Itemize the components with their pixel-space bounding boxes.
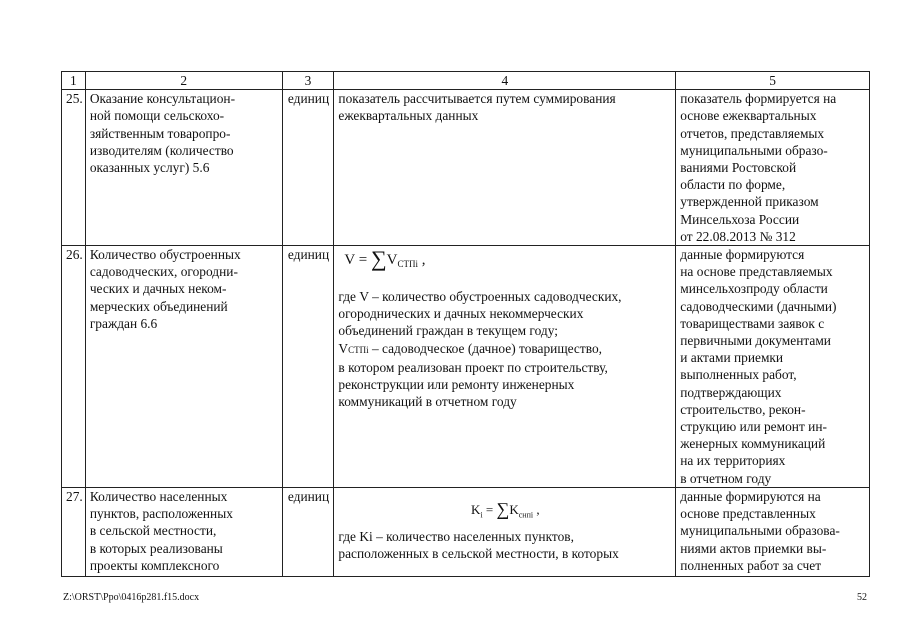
text-line: отчетов, представляемых (680, 125, 825, 141)
text-line: изводителям (количество (89, 142, 234, 158)
text-line: огороднических и дачных некоммерческих (338, 306, 584, 322)
text-line: реконструкции или ремонту инженерных (338, 377, 575, 393)
header-col-5: 5 (676, 72, 870, 90)
text-line: ваниями Ростовской (680, 160, 797, 176)
text-line: муниципальными образова- (680, 523, 840, 539)
formula-lhs: K (471, 502, 481, 518)
variable-symbol: V (338, 340, 349, 356)
text-line: Оказание консультацион- (89, 91, 236, 107)
indicator-name (85, 90, 282, 246)
row-number: 26. (62, 246, 86, 488)
formula-comma: , (421, 252, 426, 269)
text-line: Минсельхоза России (680, 211, 800, 227)
text-line: первичными документами (680, 333, 831, 349)
indicator-name (85, 246, 282, 488)
text-line: зяйственным товаропро- (89, 125, 231, 141)
text-line: основе представленных (680, 506, 816, 522)
formula-v (338, 246, 672, 288)
text-line: садоводческих, огородни- (89, 264, 238, 280)
table-row-25 (62, 90, 870, 246)
text-line: в котором реализован проект по строительству, (338, 359, 608, 375)
formula-k (338, 488, 672, 528)
data-source (676, 90, 870, 246)
text-line: утвержденной приказом (680, 194, 819, 210)
formula-equals: = (485, 502, 494, 518)
unit-cell: единиц (282, 90, 334, 246)
text-line: расположенных в сельской местности, в которых (338, 546, 619, 562)
footer-file-path: Z:\ORST\Ppo\0416p281.f15.docx (63, 592, 200, 603)
sum-symbol: ∑ (370, 246, 387, 272)
text-line: в которых реализованы (89, 540, 223, 556)
row-number: 27. (62, 488, 86, 577)
text-line: и актами приемки (680, 350, 784, 366)
formula-lhs: V (344, 252, 355, 269)
text-line: мерческих объединений (89, 298, 228, 314)
text-line: показатель рассчитывается путем суммирования (338, 91, 616, 107)
data-source (676, 246, 870, 488)
text-line: в сельской местности, (89, 523, 217, 539)
text-line: товариществами заявок с (680, 315, 825, 331)
formula-lhs-subscript: i (480, 510, 483, 520)
header-col-2: 2 (85, 72, 282, 90)
footer-page-number: 52 (857, 592, 867, 603)
header-col-1: 1 (62, 72, 86, 90)
text-line: оказанных услуг) 5.6 (89, 160, 210, 176)
indicator-name (85, 488, 282, 577)
text-line: Количество обустроенных (89, 247, 241, 263)
text-line: Количество населенных (89, 489, 228, 505)
text-line: ной помощи сельскохо- (89, 108, 225, 124)
text-line: от 22.08.2013 № 312 (680, 228, 796, 244)
text-line: пунктов, расположенных (89, 506, 233, 522)
calculation-method (334, 90, 676, 246)
text-line: минсельхозпроду области (680, 281, 828, 297)
header-row (62, 72, 870, 90)
calculation-method (334, 488, 676, 577)
text-line: ежеквартальных данных (338, 108, 479, 124)
text-line: муниципальными образо- (680, 142, 828, 158)
data-source (676, 488, 870, 577)
calculation-method (334, 246, 676, 488)
header-col-3: 3 (282, 72, 334, 90)
row-number: 25. (62, 90, 86, 246)
text-line: области по форме, (680, 177, 786, 193)
variable-description: – садоводческое (дачное) товарищество, (368, 340, 602, 356)
text-line: полненных работ за счет (680, 557, 822, 573)
sum-symbol: ∑ (496, 499, 510, 520)
text-line: выполненных работ, (680, 367, 797, 383)
formula-equals: = (358, 252, 368, 269)
formula-subscript: снпi (518, 510, 534, 520)
text-line: коммуникаций в отчетном году (338, 394, 517, 410)
text-line: где V – количество обустроенных садоводческих, (338, 289, 622, 305)
unit-cell: единиц (282, 246, 334, 488)
text-line: показатель формируется на (680, 91, 837, 107)
text-line: граждан 6.6 (89, 315, 158, 331)
formula-variable: V (386, 252, 398, 269)
text-line: проекты комплексного (89, 557, 220, 573)
formula-subscript: СТПi (397, 259, 418, 270)
indicator-table (61, 71, 870, 577)
text-line: на их территориях (680, 453, 786, 469)
text-line: на основе представляемых (680, 264, 833, 280)
text-line: основе ежеквартальных (680, 108, 817, 124)
table-row-27 (62, 488, 870, 577)
text-line: ниями актов приемки вы- (680, 540, 827, 556)
variable-subscript: СТПi (348, 344, 369, 355)
text-line: данные формируются на (680, 489, 821, 505)
text-line: данные формируются (680, 247, 805, 263)
header-col-4: 4 (334, 72, 676, 90)
unit-cell: единиц (282, 488, 334, 577)
text-line: подтверждающих (680, 384, 782, 400)
text-line: в отчетном году (680, 470, 772, 486)
text-line: струкцию или ремонт ин- (680, 419, 827, 435)
text-line: объединений граждан в текущем году; (338, 323, 558, 339)
formula-comma: , (536, 502, 540, 518)
text-line: строительство, рекон- (680, 401, 806, 417)
variable-definition (338, 340, 672, 359)
formula-variable: K (509, 502, 519, 518)
text-line: женерных коммуникаций (680, 436, 826, 452)
text-line: где Ki – количество населенных пунктов, (338, 529, 574, 545)
text-line: садоводческими (дачными) (680, 298, 837, 314)
text-line: ческих и дачных неком- (89, 281, 227, 297)
table-row-26 (62, 246, 870, 488)
